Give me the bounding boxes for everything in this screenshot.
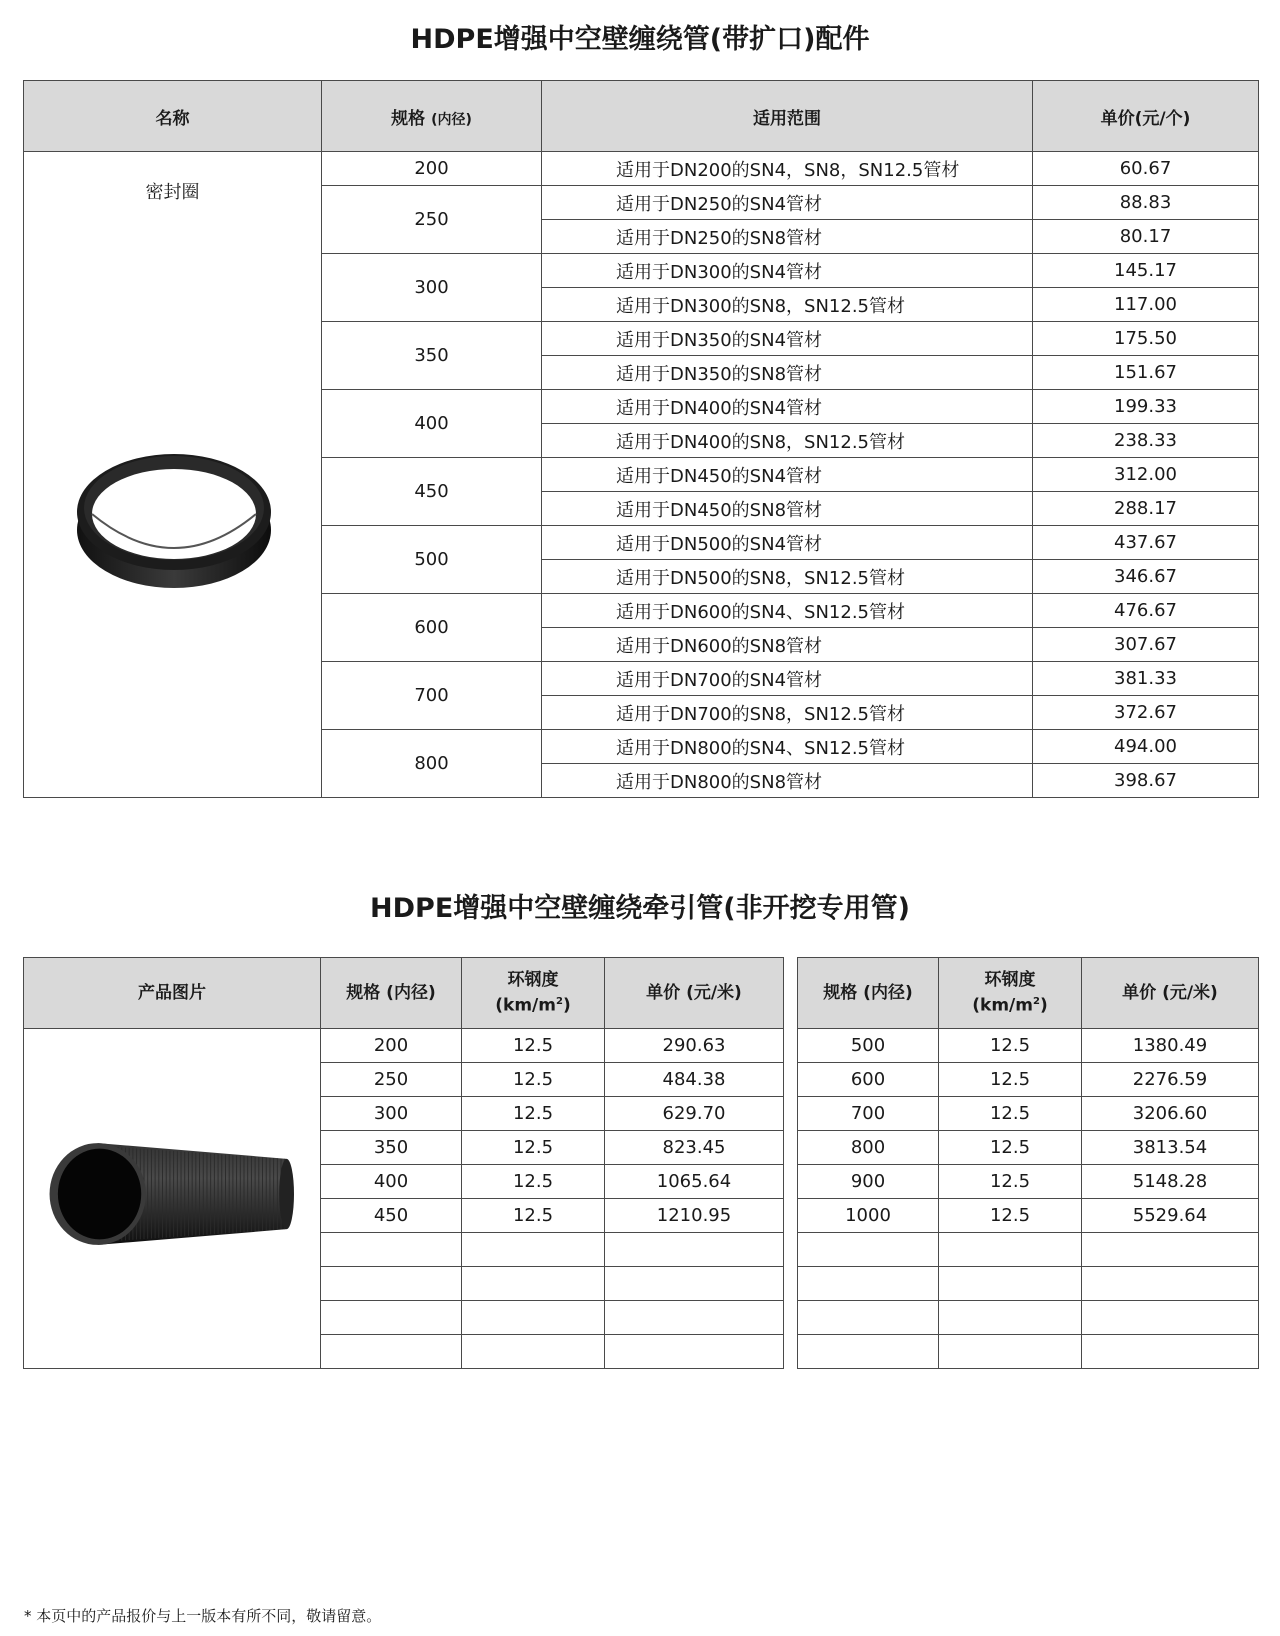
price-cell: 145.17 (1033, 254, 1259, 288)
table-header-row (24, 81, 1259, 152)
stiffness-unit-close: ) (562, 995, 571, 1016)
price-cell: 60.67 (1033, 152, 1259, 186)
scope-cell: 适用于DN500的SN4管材 (542, 526, 1033, 560)
spec-cell (798, 1233, 939, 1267)
spec-cell (321, 1267, 462, 1301)
scope-cell: 适用于DN500的SN8，SN12.5管材 (542, 560, 1033, 594)
stiffness-unit-sup: 2 (555, 996, 563, 1008)
price-cell: 175.50 (1033, 322, 1259, 356)
spec-cell: 450 (322, 458, 542, 526)
price-cell: 3206.60 (1082, 1097, 1259, 1131)
stiffness-cell: 12.5 (462, 1165, 605, 1199)
spec-cell: 200 (322, 152, 542, 186)
price-cell (1082, 1233, 1259, 1267)
price-cell: 476.67 (1033, 594, 1259, 628)
spec-cell (798, 1335, 939, 1369)
price-cell (1082, 1335, 1259, 1369)
stiffness-cell: 12.5 (939, 1029, 1082, 1063)
stiffness-cell: 12.5 (939, 1165, 1082, 1199)
scope-cell: 适用于DN450的SN4管材 (542, 458, 1033, 492)
stiffness-cell: 12.5 (462, 1063, 605, 1097)
table-row (798, 1063, 1259, 1097)
header-spec (322, 81, 542, 152)
header-stiffness (939, 958, 1082, 1029)
table-row (24, 1029, 784, 1063)
scope-cell: 适用于DN700的SN8，SN12.5管材 (542, 696, 1033, 730)
header-spec-main: 规格 (391, 108, 426, 129)
table-header-row (798, 958, 1259, 1029)
price-cell: 5529.64 (1082, 1199, 1259, 1233)
price-cell: 238.33 (1033, 424, 1259, 458)
stiffness-cell: 12.5 (939, 1131, 1082, 1165)
scope-cell: 适用于DN800的SN4、SN12.5管材 (542, 730, 1033, 764)
price-cell: 1210.95 (605, 1199, 784, 1233)
footnote: * 本页中的产品报价与上一版本有所不同，敬请留意。 (24, 1607, 382, 1625)
header-price: 单价 (元/米) (605, 958, 784, 1029)
price-cell (1082, 1301, 1259, 1335)
price-cell: 494.00 (1033, 730, 1259, 764)
header-spec-sub: (内径) (431, 111, 472, 128)
header-scope: 适用范围 (542, 81, 1033, 152)
scope-cell: 适用于DN250的SN8管材 (542, 220, 1033, 254)
scope-cell: 适用于DN350的SN8管材 (542, 356, 1033, 390)
spec-cell: 200 (321, 1029, 462, 1063)
table-row (798, 1301, 1259, 1335)
stiffness-cell: 12.5 (462, 1131, 605, 1165)
spec-cell: 300 (321, 1097, 462, 1131)
scope-cell: 适用于DN200的SN4，SN8，SN12.5管材 (542, 152, 1033, 186)
price-cell: 199.33 (1033, 390, 1259, 424)
stiffness-cell (462, 1301, 605, 1335)
price-cell: 372.67 (1033, 696, 1259, 730)
scope-cell: 适用于DN250的SN4管材 (542, 186, 1033, 220)
price-cell (605, 1301, 784, 1335)
scope-cell: 适用于DN400的SN4管材 (542, 390, 1033, 424)
price-cell: 346.67 (1033, 560, 1259, 594)
table-row (798, 1165, 1259, 1199)
stiffness-cell (939, 1233, 1082, 1267)
price-cell (605, 1233, 784, 1267)
scope-cell: 适用于DN600的SN4、SN12.5管材 (542, 594, 1033, 628)
traction-pipe-table-left (23, 957, 784, 1369)
scope-cell: 适用于DN450的SN8管材 (542, 492, 1033, 526)
header-price: 单价(元/个) (1033, 81, 1259, 152)
stiffness-unit: (km/m (495, 995, 556, 1016)
header-price: 单价 (元/米) (1082, 958, 1259, 1029)
scope-cell: 适用于DN400的SN8，SN12.5管材 (542, 424, 1033, 458)
price-cell (605, 1335, 784, 1369)
price-cell: 307.67 (1033, 628, 1259, 662)
price-cell: 437.67 (1033, 526, 1259, 560)
table-row (798, 1097, 1259, 1131)
price-cell: 398.67 (1033, 764, 1259, 798)
spec-cell: 300 (322, 254, 542, 322)
spec-cell: 1000 (798, 1199, 939, 1233)
spec-cell: 700 (322, 662, 542, 730)
scope-cell: 适用于DN350的SN4管材 (542, 322, 1033, 356)
scope-cell: 适用于DN300的SN8，SN12.5管材 (542, 288, 1033, 322)
spec-cell (798, 1267, 939, 1301)
table-header-row (24, 958, 784, 1029)
traction-pipe-table-right (797, 957, 1259, 1369)
spec-cell (321, 1301, 462, 1335)
table-row (24, 152, 1259, 186)
spec-cell: 600 (798, 1063, 939, 1097)
table-row (798, 1267, 1259, 1301)
header-spec: 规格 (内径) (798, 958, 939, 1029)
price-cell: 823.45 (605, 1131, 784, 1165)
header-name: 名称 (24, 81, 322, 152)
spec-cell (321, 1335, 462, 1369)
stiffness-label: 环钢度 (984, 970, 1036, 991)
price-cell: 381.33 (1033, 662, 1259, 696)
seal-ring-price-table (23, 80, 1259, 798)
stiffness-unit-sup: 2 (1032, 996, 1040, 1008)
spec-cell: 500 (322, 526, 542, 594)
price-cell: 5148.28 (1082, 1165, 1259, 1199)
price-cell: 312.00 (1033, 458, 1259, 492)
spec-cell: 700 (798, 1097, 939, 1131)
stiffness-label: 环钢度 (507, 970, 559, 991)
spec-cell: 600 (322, 594, 542, 662)
spec-cell: 400 (322, 390, 542, 458)
section1-title: HDPE增强中空壁缠绕管(带扩口)配件 (410, 24, 870, 55)
stiffness-cell (939, 1335, 1082, 1369)
price-cell: 288.17 (1033, 492, 1259, 526)
spec-cell (321, 1233, 462, 1267)
price-cell: 1380.49 (1082, 1029, 1259, 1063)
price-cell: 484.38 (605, 1063, 784, 1097)
stiffness-unit: (km/m (972, 995, 1033, 1016)
scope-cell: 适用于DN800的SN8管材 (542, 764, 1033, 798)
price-cell: 290.63 (605, 1029, 784, 1063)
table-row (798, 1131, 1259, 1165)
price-cell: 629.70 (605, 1097, 784, 1131)
stiffness-cell: 12.5 (939, 1097, 1082, 1131)
header-picture: 产品图片 (24, 958, 321, 1029)
stiffness-cell: 12.5 (462, 1199, 605, 1233)
price-cell: 117.00 (1033, 288, 1259, 322)
price-cell: 88.83 (1033, 186, 1259, 220)
product-name: 密封圈 (145, 182, 200, 203)
price-cell: 1065.64 (605, 1165, 784, 1199)
stiffness-cell (939, 1301, 1082, 1335)
price-cell (605, 1267, 784, 1301)
stiffness-cell (462, 1233, 605, 1267)
stiffness-unit-close: ) (1039, 995, 1048, 1016)
header-stiffness (462, 958, 605, 1029)
stiffness-cell (462, 1335, 605, 1369)
spec-cell: 350 (322, 322, 542, 390)
product-name-cell (24, 152, 322, 798)
scope-cell: 适用于DN600的SN8管材 (542, 628, 1033, 662)
price-cell: 80.17 (1033, 220, 1259, 254)
price-cell: 2276.59 (1082, 1063, 1259, 1097)
stiffness-cell: 12.5 (939, 1063, 1082, 1097)
spec-cell: 900 (798, 1165, 939, 1199)
spec-cell: 800 (798, 1131, 939, 1165)
section2-title: HDPE增强中空壁缠绕牵引管(非开挖专用管) (370, 893, 910, 924)
price-cell: 3813.54 (1082, 1131, 1259, 1165)
price-cell (1082, 1267, 1259, 1301)
stiffness-cell: 12.5 (939, 1199, 1082, 1233)
spec-cell: 800 (322, 730, 542, 798)
spec-cell: 400 (321, 1165, 462, 1199)
stiffness-cell (462, 1267, 605, 1301)
traction-pipe-image (44, 1129, 294, 1264)
stiffness-cell (939, 1267, 1082, 1301)
spec-cell: 250 (322, 186, 542, 254)
table-row (798, 1335, 1259, 1369)
spec-cell: 500 (798, 1029, 939, 1063)
scope-cell: 适用于DN700的SN4管材 (542, 662, 1033, 696)
scope-cell: 适用于DN300的SN4管材 (542, 254, 1033, 288)
header-spec: 规格 (内径) (321, 958, 462, 1029)
stiffness-cell: 12.5 (462, 1029, 605, 1063)
seal-ring-image (74, 442, 274, 597)
spec-cell (798, 1301, 939, 1335)
table-row (798, 1199, 1259, 1233)
product-picture-cell (24, 1029, 321, 1369)
table-row (798, 1233, 1259, 1267)
spec-cell: 450 (321, 1199, 462, 1233)
stiffness-cell: 12.5 (462, 1097, 605, 1131)
spec-cell: 350 (321, 1131, 462, 1165)
price-cell: 151.67 (1033, 356, 1259, 390)
spec-cell: 250 (321, 1063, 462, 1097)
table-row (798, 1029, 1259, 1063)
